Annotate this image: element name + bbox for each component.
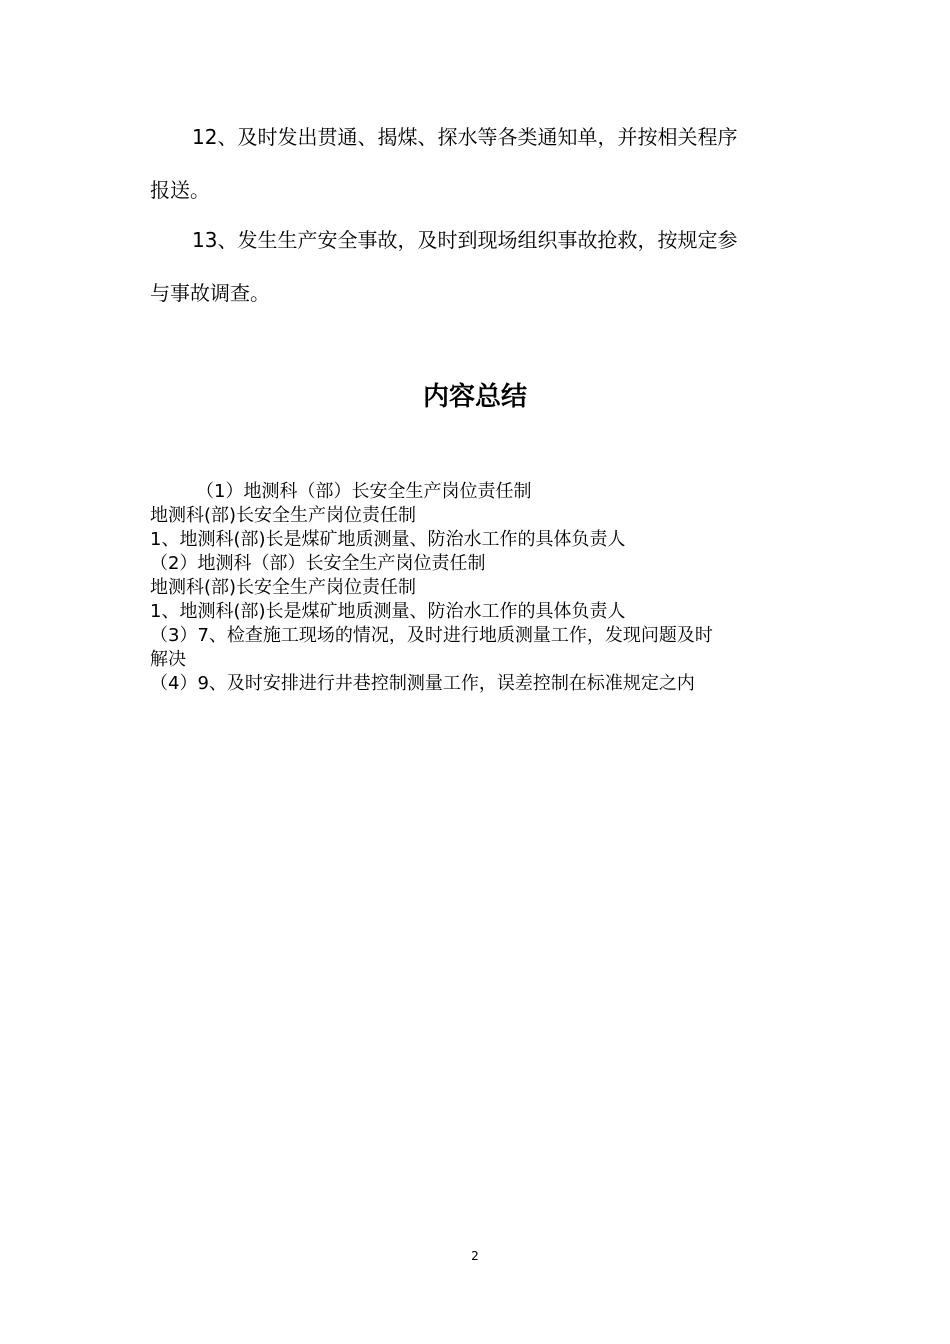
paragraph-line: 13、发生生产安全事故，及时到现场组织事故抢救，按规定参 bbox=[192, 228, 738, 252]
paragraph-line: 12、及时发出贯通、揭煤、探水等各类通知单，并按相关程序 bbox=[192, 125, 738, 149]
paragraph-12 bbox=[150, 111, 800, 217]
summary-title: 内容总结 bbox=[422, 382, 527, 412]
summary-line: 地测科(部)长安全生产岗位责任制 bbox=[150, 505, 417, 526]
summary-line: 地测科(部)长安全生产岗位责任制 bbox=[150, 577, 417, 598]
summary-line: （3）7、检查施工现场的情况，及时进行地质测量工作，发现问题及时 bbox=[150, 625, 713, 646]
paragraph-line: 与事故调查。 bbox=[150, 281, 270, 305]
summary-line: 解决 bbox=[150, 649, 186, 670]
paragraph-line: 报送。 bbox=[150, 178, 210, 202]
summary-block bbox=[150, 480, 810, 696]
paragraph-13 bbox=[150, 214, 800, 320]
summary-line: （4）9、及时安排进行井巷控制测量工作，误差控制在标准规定之内 bbox=[150, 673, 695, 694]
summary-line: （1）地测科（部）长安全生产岗位责任制 bbox=[196, 481, 532, 502]
summary-line: 1、地测科(部)长是煤矿地质测量、防治水工作的具体负责人 bbox=[150, 601, 626, 622]
summary-line: 1、地测科(部)长是煤矿地质测量、防治水工作的具体负责人 bbox=[150, 529, 626, 550]
summary-line: （2）地测科（部）长安全生产岗位责任制 bbox=[150, 553, 486, 574]
page-number: 2 bbox=[471, 1249, 479, 1263]
